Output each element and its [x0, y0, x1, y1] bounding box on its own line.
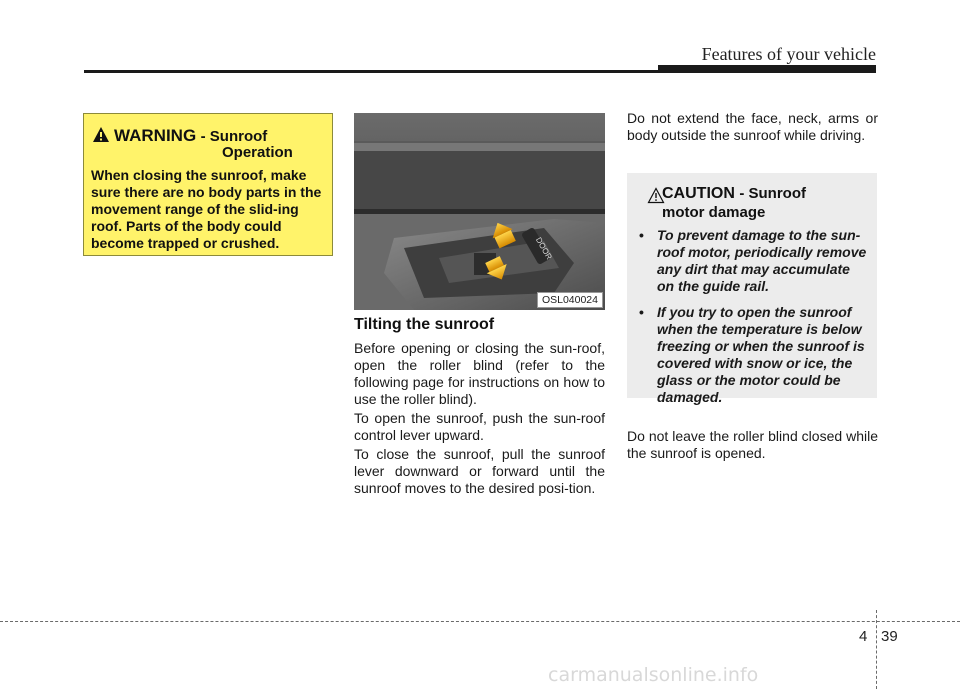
- caution-subtitle-line-2: motor damage: [662, 204, 766, 221]
- paragraph-open-sunroof: To open the sunroof, push the sun-roof control lever upward.: [354, 410, 605, 443]
- paragraph-do-not-extend: Do not extend the face, neck, arms or body outside the sunroof while driving.: [627, 110, 878, 143]
- caution-item-freezing: • If you try to open the sunroof when the temperature is below freezing or when the sunroof is covered with snow or ice, the glass or the motor could be damaged.: [635, 304, 869, 406]
- figure-door-label: DOOR: [533, 235, 554, 262]
- caution-heading: [662, 185, 806, 203]
- caution-box: [627, 173, 877, 405]
- caution-subtitle: - Sunroof: [739, 185, 806, 202]
- figure-code: OSL040024: [537, 292, 603, 308]
- warning-text: When closing the sunroof, make sure there are no body parts in the movement range of the slid-ing roof. Parts of the body could become trapped or crushed.: [91, 167, 322, 251]
- warning-subtitle: - Sunroof: [200, 128, 268, 145]
- paragraph-roller-blind-closed: Do not leave the roller blind closed while the sunroof is opened.: [627, 428, 878, 461]
- warning-heading: [114, 126, 267, 146]
- page-number: 39: [881, 628, 898, 645]
- warning-title: WARNING: [114, 126, 197, 145]
- caution-item-motor: • To prevent damage to the sun-roof motor, periodically remove any dirt that may accumulate on the guide rail.: [635, 227, 869, 295]
- caution-list: [635, 227, 869, 415]
- paragraph-close-sunroof: To close the sunroof, pull the sunroof lever downward or forward until the sunroof moves to the desired posi-tion.: [354, 446, 605, 496]
- warning-triangle-icon: [92, 126, 110, 143]
- page-chapter: 4: [859, 628, 868, 645]
- header-section-title: Features of your vehicle: [701, 44, 876, 64]
- caution-title: CAUTION: [662, 185, 735, 202]
- warning-box: [83, 113, 333, 256]
- sunroof-control-figure: [354, 113, 605, 310]
- warning-subtitle-line-2: Operation: [222, 144, 293, 161]
- footer-dash-line: [0, 621, 960, 622]
- sunroof-control-illustration: [354, 113, 605, 310]
- watermark: carmanualsonline.info: [548, 664, 759, 686]
- section-title-tilting: Tilting the sunroof: [354, 316, 495, 333]
- paragraph-roller-blind: Before opening or closing the sun-roof, open the roller blind (refer to the following page for instructions on how to use the roller blind).: [354, 340, 605, 407]
- header-rule-accent: [658, 65, 876, 71]
- footer-vertical-line: [876, 610, 877, 689]
